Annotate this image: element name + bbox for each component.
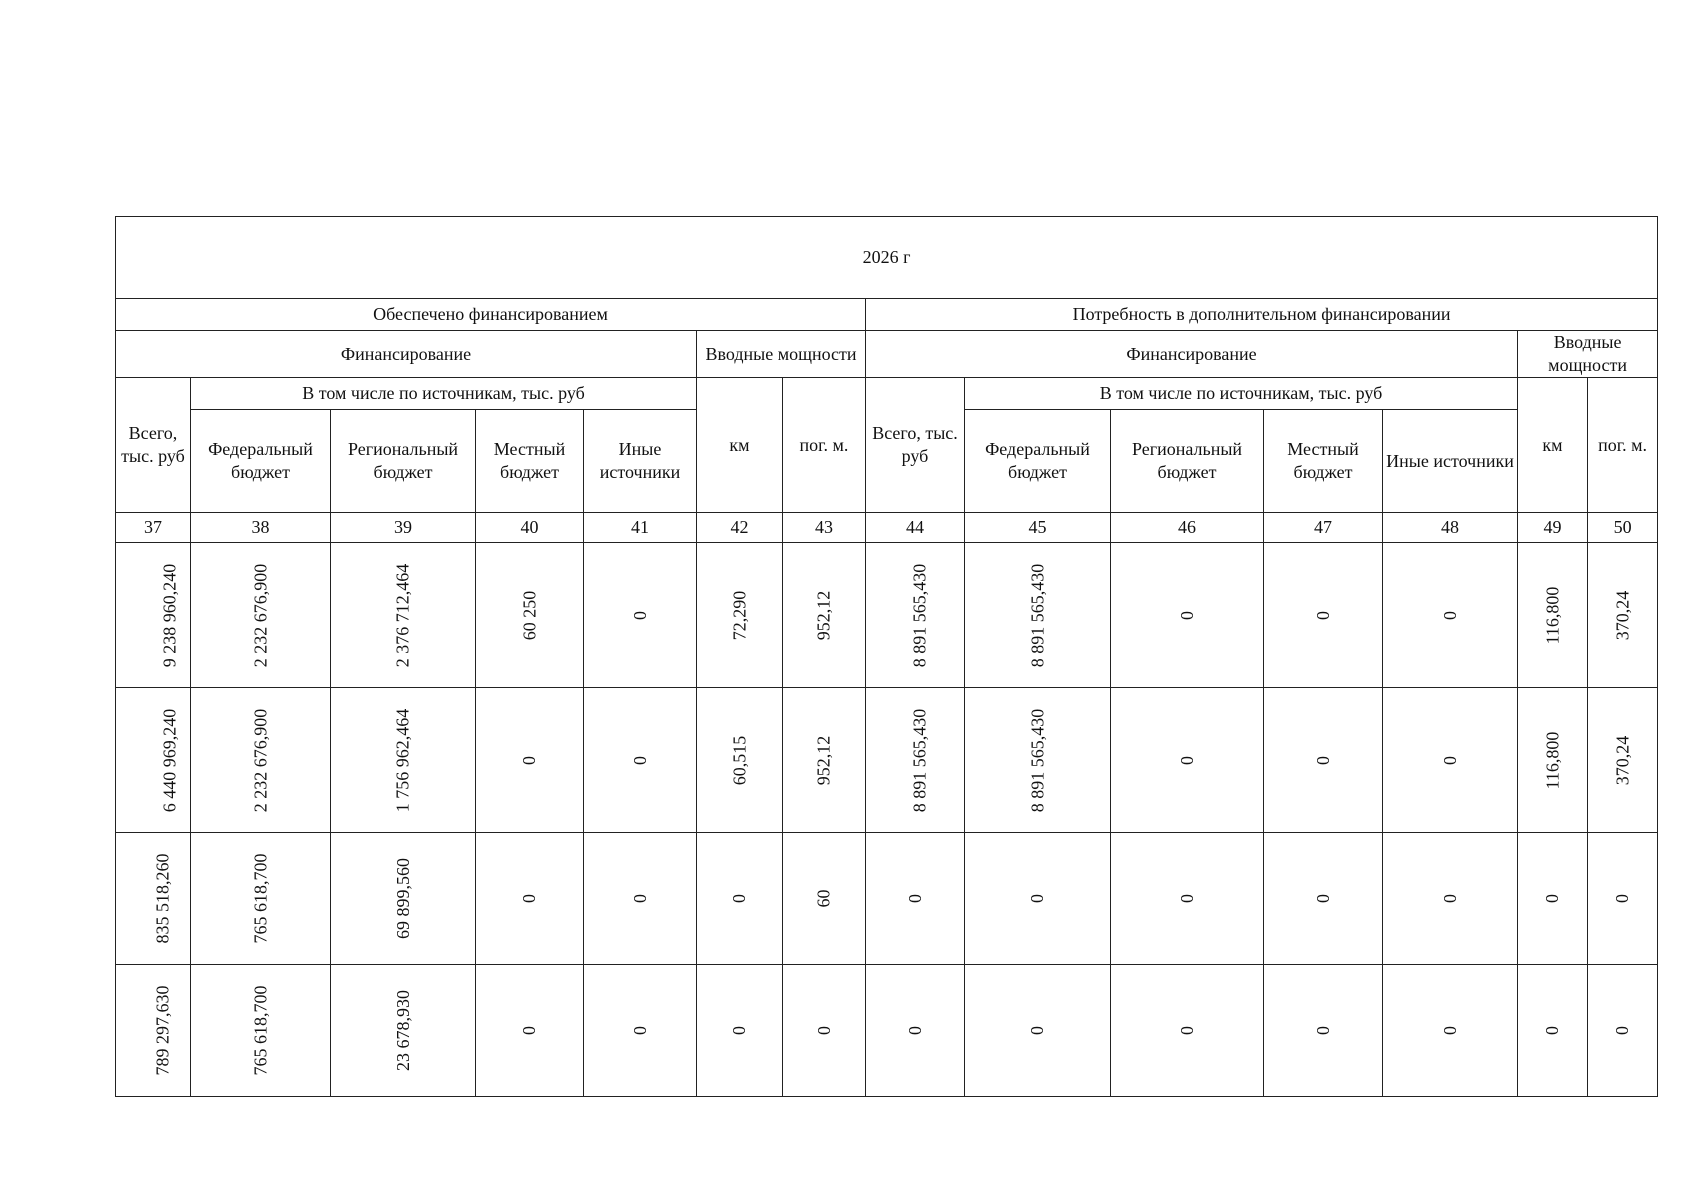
table-cell: 60 (783, 833, 866, 965)
table-cell: 765 618,700 (191, 965, 331, 1097)
table-cell: 60,515 (697, 688, 783, 833)
table-cell: 1 756 962,464 (331, 688, 476, 833)
column-number: 45 (965, 513, 1111, 543)
table-cell: 0 (584, 688, 697, 833)
table-cell: 0 (1383, 833, 1518, 965)
regional-header-left: Региональный бюджет (331, 410, 476, 513)
table-cell: 0 (1588, 965, 1658, 1097)
federal-header-left: Федеральный бюджет (191, 410, 331, 513)
column-number: 48 (1383, 513, 1518, 543)
table-cell: 0 (1518, 833, 1588, 965)
local-header-left: Местный бюджет (476, 410, 584, 513)
sources-header-left: В том числе по источникам, тыс. руб (191, 378, 697, 410)
table-cell: 8 891 565,430 (866, 543, 965, 688)
pog-header-right: пог. м. (1588, 378, 1658, 513)
table-row (116, 543, 1658, 688)
table-cell: 2 232 676,900 (191, 688, 331, 833)
table-cell: 0 (476, 688, 584, 833)
table-cell: 2 376 712,464 (331, 543, 476, 688)
column-number: 49 (1518, 513, 1588, 543)
table-cell: 0 (1264, 543, 1383, 688)
column-number: 39 (331, 513, 476, 543)
table-cell: 0 (1111, 833, 1264, 965)
table-cell: 0 (1383, 543, 1518, 688)
table-cell: 952,12 (783, 688, 866, 833)
secured-financing-header: Обеспечено финансированием (116, 299, 866, 331)
column-number: 44 (866, 513, 965, 543)
table-row (116, 688, 1658, 833)
total-header-left: Всего, тыс. руб (116, 378, 191, 513)
other-header-left: Иные источники (584, 410, 697, 513)
column-number: 43 (783, 513, 866, 543)
table-cell: 116,800 (1518, 688, 1588, 833)
km-header-left: км (697, 378, 783, 513)
table-cell: 6 440 969,240 (116, 688, 191, 833)
table-cell: 0 (476, 965, 584, 1097)
table-cell: 0 (1383, 965, 1518, 1097)
table-cell: 0 (1111, 688, 1264, 833)
km-header-right: км (1518, 378, 1588, 513)
financing-header-left: Финансирование (116, 331, 697, 378)
table-cell: 765 618,700 (191, 833, 331, 965)
column-number: 46 (1111, 513, 1264, 543)
table-cell: 0 (697, 833, 783, 965)
sources-header-right: В том числе по источникам, тыс. руб (965, 378, 1518, 410)
table-cell: 370,24 (1588, 688, 1658, 833)
table-cell: 0 (965, 965, 1111, 1097)
table-cell: 0 (476, 833, 584, 965)
regional-header-right: Региональный бюджет (1111, 410, 1264, 513)
column-number: 50 (1588, 513, 1658, 543)
table-cell: 835 518,260 (116, 833, 191, 965)
table-cell: 0 (965, 833, 1111, 965)
table-cell: 72,290 (697, 543, 783, 688)
column-number: 47 (1264, 513, 1383, 543)
table-cell: 0 (1264, 965, 1383, 1097)
total-header-right: Всего, тыс. руб (866, 378, 965, 513)
table-cell: 0 (584, 543, 697, 688)
local-header-right: Местный бюджет (1264, 410, 1383, 513)
other-header-right: Иные источники (1383, 410, 1518, 513)
table-cell: 0 (1588, 833, 1658, 965)
table-cell: 0 (1264, 688, 1383, 833)
table-cell: 789 297,630 (116, 965, 191, 1097)
table-cell: 69 899,560 (331, 833, 476, 965)
column-numbers-row (116, 513, 1658, 543)
year-header: 2026 г (116, 217, 1658, 299)
capacity-header-right: Вводные мощности (1518, 331, 1658, 378)
table-cell: 0 (1111, 965, 1264, 1097)
capacity-header-left: Вводные мощности (697, 331, 866, 378)
table-cell: 0 (783, 965, 866, 1097)
table-cell: 0 (584, 965, 697, 1097)
table-cell: 23 678,930 (331, 965, 476, 1097)
table-cell: 8 891 565,430 (965, 543, 1111, 688)
pog-header-left: пог. м. (783, 378, 866, 513)
table-cell: 0 (697, 965, 783, 1097)
column-number: 38 (191, 513, 331, 543)
financing-table (115, 216, 1658, 1097)
table-cell: 0 (584, 833, 697, 965)
federal-header-right: Федеральный бюджет (965, 410, 1111, 513)
table-cell: 116,800 (1518, 543, 1588, 688)
table-cell: 0 (1518, 965, 1588, 1097)
table-cell: 2 232 676,900 (191, 543, 331, 688)
column-number: 37 (116, 513, 191, 543)
table-cell: 8 891 565,430 (965, 688, 1111, 833)
column-number: 41 (584, 513, 697, 543)
financing-header-right: Финансирование (866, 331, 1518, 378)
table-row (116, 965, 1658, 1097)
table-cell: 8 891 565,430 (866, 688, 965, 833)
table-row (116, 833, 1658, 965)
table-cell: 0 (1111, 543, 1264, 688)
column-number: 40 (476, 513, 584, 543)
additional-financing-header: Потребность в дополнительном финансировании (866, 299, 1658, 331)
table-cell: 0 (1383, 688, 1518, 833)
table-cell: 0 (866, 965, 965, 1097)
table-cell: 60 250 (476, 543, 584, 688)
column-number: 42 (697, 513, 783, 543)
table-cell: 952,12 (783, 543, 866, 688)
table-cell: 9 238 960,240 (116, 543, 191, 688)
table-cell: 0 (866, 833, 965, 965)
table-cell: 370,24 (1588, 543, 1658, 688)
table-cell: 0 (1264, 833, 1383, 965)
